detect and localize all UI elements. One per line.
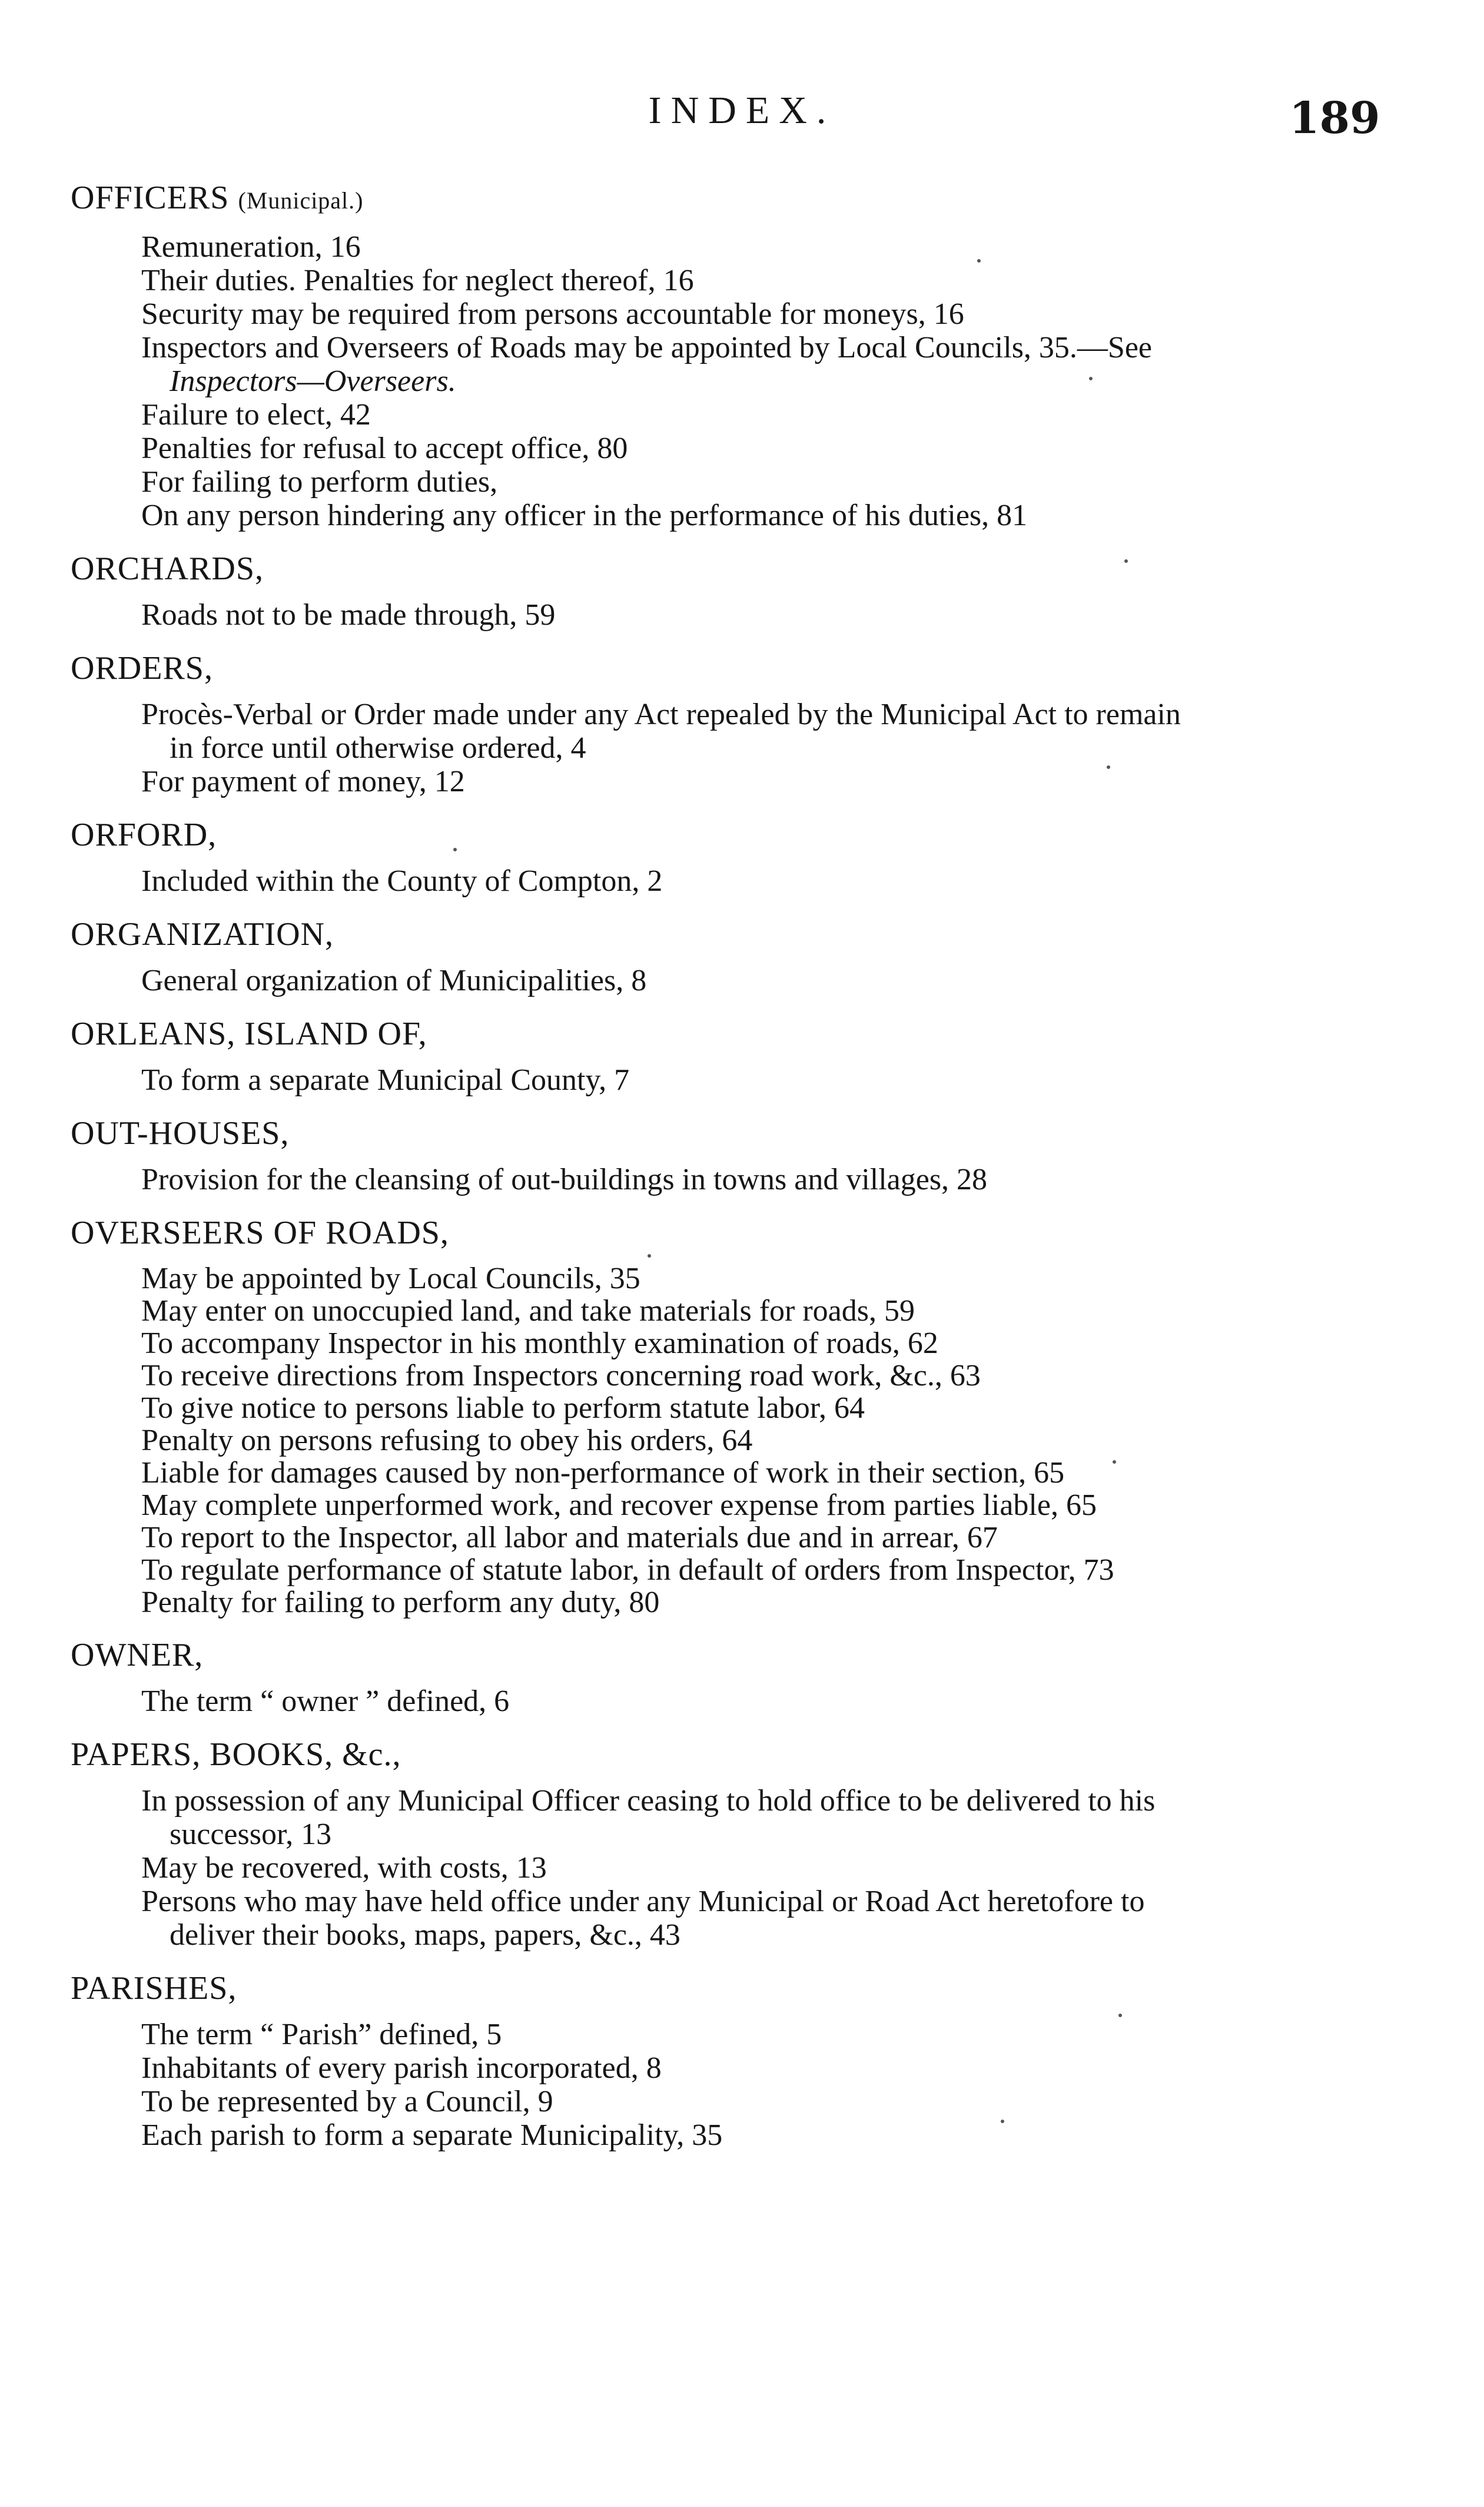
index-item: May enter on unoccupied land, and take materials for roads, 59 [141, 1294, 915, 1328]
entry-heading: OWNER, [71, 1637, 204, 1673]
index-item: For failing to perform duties, [141, 465, 498, 499]
index-item: To report to the Inspector, all labor and materials due and in arrear, 67 [141, 1521, 998, 1554]
index-item: Roads not to be made through, 59 [141, 598, 556, 632]
index-item: Penalty on persons refusing to obey his orders, 64 [141, 1424, 753, 1457]
entry-heading: ORCHARDS, [71, 551, 264, 587]
index-entry-organization [65, 913, 1189, 997]
entry-items [65, 964, 1189, 997]
index-entry-orders [65, 647, 1189, 798]
index-item: In possession of any Municipal Officer ceasing to hold office to be delivered to his successor, 13 [141, 1784, 1156, 1851]
index-entry-orchards [65, 548, 1189, 632]
print-speck [1124, 559, 1128, 563]
index-item: Provision for the cleansing of out-buildings in towns and villages, 28 [141, 1163, 988, 1196]
print-speck [648, 1254, 651, 1258]
print-speck [1118, 2014, 1122, 2017]
index-item: Their duties. Penalties for neglect thereof, 16 [141, 264, 694, 297]
entry-heading: ORFORD, [71, 817, 217, 853]
index-item: Persons who may have held office under any Municipal or Road Act heretofore to deliver their books, maps, papers, &c., 43 [141, 1885, 1145, 1952]
index-item: To be represented by a Council, 9 [141, 2085, 553, 2118]
entry-heading: OVERSEERS OF ROADS, [71, 1215, 449, 1251]
page-number: 189 [1289, 93, 1380, 144]
entry-items [65, 1684, 1189, 1718]
index-item: Penalty for failing to perform any duty, 80 [141, 1586, 660, 1619]
entry-items [65, 1784, 1189, 1952]
entry-heading: PARISHES, [71, 1970, 237, 2007]
index-entry-overseers-of-roads [65, 1212, 1189, 1619]
entry-items [65, 2018, 1189, 2152]
index-item: To accompany Inspector in his monthly examination of roads, 62 [141, 1327, 938, 1360]
index-entry-orford [65, 814, 1189, 898]
index-item: Failure to elect, 42 [141, 398, 371, 432]
entry-heading [71, 177, 1189, 222]
print-speck [1089, 377, 1093, 380]
index-entry-papers-books [65, 1733, 1189, 1952]
entry-heading: ORLEANS, ISLAND OF, [71, 1016, 427, 1052]
entry-items [65, 1063, 1189, 1097]
print-speck [1113, 1460, 1116, 1464]
index-item: May be recovered, with costs, 13 [141, 1851, 547, 1885]
running-title: INDEX. [648, 89, 836, 132]
index-item: May be appointed by Local Councils, 35 [141, 1262, 640, 1295]
index-item: General organization of Municipalities, 8 [141, 964, 647, 997]
index-item: To regulate performance of statute labor, in default of orders from Inspector, 73 [141, 1553, 1114, 1587]
entry-items [65, 598, 1189, 632]
index-item-text: Inspectors and Overseers of Roads may be appointed by Local Councils, 35.—See [141, 331, 1153, 364]
index-item: To give notice to persons liable to perform statute labor, 64 [141, 1391, 865, 1425]
index-item: Security may be required from persons accountable for moneys, 16 [141, 297, 964, 331]
entry-items [65, 1262, 1189, 1619]
entry-items [65, 230, 1189, 532]
index-entry-owner [65, 1634, 1189, 1718]
index-item: For payment of money, 12 [141, 765, 465, 798]
entry-items [65, 864, 1189, 898]
index-item: The term “ Parish” defined, 5 [141, 2018, 502, 2051]
index-item: Inhabitants of every parish incorporated, 8 [141, 2051, 662, 2085]
entry-heading: ORDERS, [71, 650, 213, 687]
index-entry-parishes [65, 1967, 1189, 2152]
index-item: Each parish to form a separate Municipality, 35 [141, 2118, 723, 2152]
index-entry-orleans [65, 1013, 1189, 1097]
print-speck [453, 848, 457, 851]
index-item: Remuneration, 16 [141, 230, 361, 264]
index-item: Included within the County of Compton, 2 [141, 864, 663, 898]
index-item: To form a separate Municipal County, 7 [141, 1063, 630, 1097]
index-item: To receive directions from Inspectors concerning road work, &c., 63 [141, 1359, 981, 1392]
index-entry-out-houses [65, 1112, 1189, 1196]
print-speck [977, 259, 981, 263]
entry-items [65, 698, 1189, 798]
index-item [93, 331, 1189, 398]
entry-heading: ORGANIZATION, [71, 916, 334, 953]
index-item: May complete unperformed work, and recover expense from parties liable, 65 [141, 1488, 1097, 1522]
entry-heading: PAPERS, BOOKS, &c., [71, 1736, 401, 1773]
index-item: Penalties for refusal to accept office, 80 [141, 432, 628, 465]
see-also-reference: Inspectors—Overseers. [170, 364, 456, 398]
print-speck [1107, 765, 1110, 769]
index-item: On any person hindering any officer in the performance of his duties, 81 [141, 499, 1028, 532]
index-item: Procès-Verbal or Order made under any Act repealed by the Municipal Act to remain in force until otherwise ordered, 4 [141, 698, 1181, 765]
index-entries [65, 177, 1189, 2167]
index-entry-officers [65, 177, 1189, 532]
index-item: Liable for damages caused by non-performance of work in their section, 65 [141, 1456, 1065, 1490]
print-speck [1001, 2120, 1004, 2123]
heading-qualifier: (Municipal.) [238, 187, 364, 214]
heading-text: OFFICERS [71, 180, 230, 216]
entry-items [65, 1163, 1189, 1196]
entry-heading: OUT-HOUSES, [71, 1115, 290, 1152]
index-item: The term “ owner ” defined, 6 [141, 1684, 510, 1718]
